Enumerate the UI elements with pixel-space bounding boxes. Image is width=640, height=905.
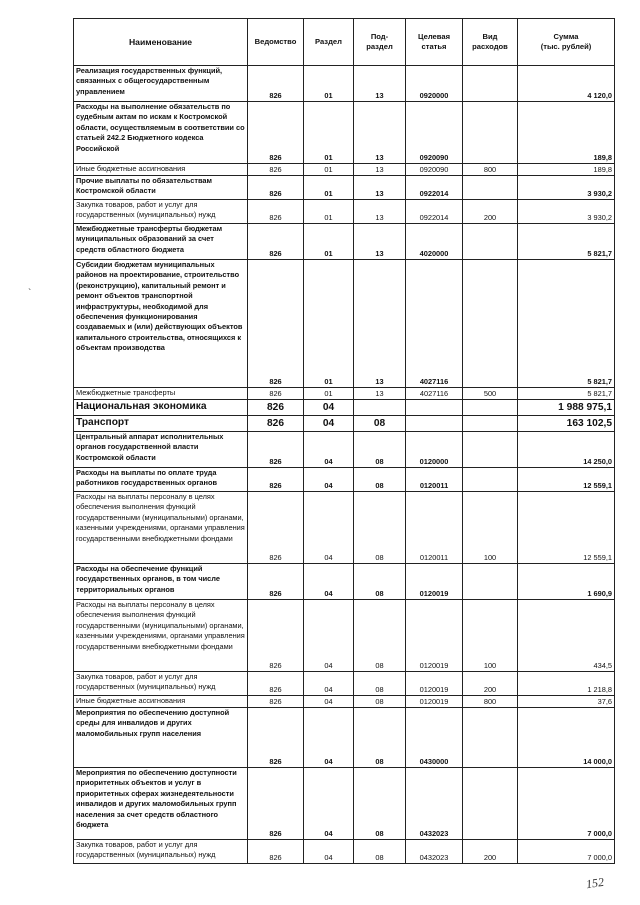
cell-subsection (354, 400, 406, 416)
cell-dept: 826 (248, 200, 304, 224)
cell-expense (463, 102, 518, 164)
table-row (74, 672, 615, 696)
cell-expense: 200 (463, 840, 518, 864)
cell-dept: 826 (248, 768, 304, 840)
cell-subsection: 13 (354, 164, 406, 176)
cell-expense (463, 66, 518, 102)
cell-name: Межбюджетные трансферты бюджетам муниципальных образований за счет средств областного бюджета (74, 224, 248, 260)
cell-name: Расходы на выплаты персоналу в целях обеспечения выполнения функций государственными (муниципальными) органами, казенными учреждениями, органами управления государственными внебюджетными фондами (74, 492, 248, 564)
table-row (74, 102, 615, 164)
cell-name: Национальная экономика (74, 400, 248, 416)
cell-subsection: 13 (354, 388, 406, 400)
cell-target: 4027116 (406, 388, 463, 400)
cell-name: Расходы на выплаты персоналу в целях обеспечения выполнения функций государственными (муниципальными) органами, казенными учреждениями, органами управления государственными внебюджетными фондами (74, 600, 248, 672)
cell-dept: 826 (248, 224, 304, 260)
cell-expense (463, 416, 518, 432)
cell-section: 01 (304, 66, 354, 102)
cell-target: 0920090 (406, 102, 463, 164)
cell-expense: 800 (463, 164, 518, 176)
cell-expense: 200 (463, 672, 518, 696)
cell-name: Закупка товаров, работ и услуг для государственных (муниципальных) нужд (74, 200, 248, 224)
cell-subsection: 08 (354, 492, 406, 564)
cell-target: 0120000 (406, 432, 463, 468)
cell-name: Расходы на выплаты по оплате труда работников государственных органов (74, 468, 248, 492)
cell-section: 04 (304, 564, 354, 600)
cell-target: 0120011 (406, 492, 463, 564)
cell-sum: 189,8 (518, 102, 615, 164)
cell-target: 0120011 (406, 468, 463, 492)
table-row (74, 224, 615, 260)
cell-target: 0922014 (406, 176, 463, 200)
cell-dept: 826 (248, 492, 304, 564)
table-row (74, 492, 615, 564)
cell-expense (463, 768, 518, 840)
cell-target: 0120019 (406, 696, 463, 708)
cell-section: 04 (304, 600, 354, 672)
cell-section: 04 (304, 492, 354, 564)
header-expense: Вид расходов (463, 19, 518, 66)
cell-target: 0120019 (406, 600, 463, 672)
cell-sum: 37,6 (518, 696, 615, 708)
table-row (74, 600, 615, 672)
table-body (74, 66, 615, 864)
cell-dept: 826 (248, 432, 304, 468)
cell-name: Субсидии бюджетам муниципальных районов на проектирование, строительство (реконструкцию), капитальный ремонт и ремонт объектов транспортной инфраструктуры, необходимой для обеспечения функционирования создаваемых и (или) действующих объектов капитального строительства, относящихся к объектам производства (74, 260, 248, 388)
cell-subsection: 08 (354, 416, 406, 432)
cell-expense (463, 432, 518, 468)
cell-dept: 826 (248, 840, 304, 864)
cell-dept: 826 (248, 260, 304, 388)
cell-name: Иные бюджетные ассигнования (74, 696, 248, 708)
cell-target: 0920090 (406, 164, 463, 176)
cell-section: 04 (304, 432, 354, 468)
cell-subsection: 08 (354, 432, 406, 468)
cell-section: 01 (304, 176, 354, 200)
cell-sum: 1 988 975,1 (518, 400, 615, 416)
table-row (74, 164, 615, 176)
cell-section: 01 (304, 164, 354, 176)
header-target: Целевая статья (406, 19, 463, 66)
cell-name: Реализация государственных функций, связанных с общегосударственным управлением (74, 66, 248, 102)
budget-table-sheet (73, 18, 614, 864)
cell-target: 4027116 (406, 260, 463, 388)
cell-dept: 826 (248, 164, 304, 176)
table-row (74, 66, 615, 102)
cell-target (406, 416, 463, 432)
cell-name: Прочие выплаты по обязательствам Костромской области (74, 176, 248, 200)
cell-sum: 7 000,0 (518, 768, 615, 840)
cell-expense: 100 (463, 600, 518, 672)
cell-expense: 500 (463, 388, 518, 400)
cell-dept: 826 (248, 400, 304, 416)
cell-dept: 826 (248, 388, 304, 400)
cell-dept: 826 (248, 102, 304, 164)
handwritten-page-number: 152 (585, 874, 605, 892)
stray-mark: ` (28, 288, 32, 299)
cell-expense: 800 (463, 696, 518, 708)
cell-subsection: 08 (354, 840, 406, 864)
cell-sum: 5 821,7 (518, 260, 615, 388)
table-row (74, 564, 615, 600)
cell-dept: 826 (248, 416, 304, 432)
cell-expense (463, 708, 518, 768)
cell-expense (463, 224, 518, 260)
cell-expense (463, 468, 518, 492)
cell-subsection: 13 (354, 102, 406, 164)
cell-expense (463, 400, 518, 416)
table-row (74, 416, 615, 432)
cell-target: 0432023 (406, 840, 463, 864)
cell-expense (463, 176, 518, 200)
cell-target: 4020000 (406, 224, 463, 260)
table-row (74, 260, 615, 388)
table-row (74, 768, 615, 840)
cell-name: Межбюджетные трансферты (74, 388, 248, 400)
cell-sum: 14 250,0 (518, 432, 615, 468)
cell-section: 01 (304, 224, 354, 260)
cell-subsection: 13 (354, 200, 406, 224)
cell-section: 01 (304, 200, 354, 224)
cell-target: 0430000 (406, 708, 463, 768)
table-row (74, 176, 615, 200)
cell-dept: 826 (248, 176, 304, 200)
header-name: Наименование (74, 19, 248, 66)
cell-subsection: 13 (354, 260, 406, 388)
budget-table (73, 18, 615, 864)
cell-name: Иные бюджетные ассигнования (74, 164, 248, 176)
cell-section: 04 (304, 672, 354, 696)
cell-subsection: 08 (354, 672, 406, 696)
cell-target: 0120019 (406, 564, 463, 600)
cell-dept: 826 (248, 672, 304, 696)
cell-sum: 5 821,7 (518, 224, 615, 260)
cell-subsection: 08 (354, 696, 406, 708)
cell-section: 01 (304, 388, 354, 400)
header-sum: Сумма (тыс. рублей) (518, 19, 615, 66)
cell-section: 04 (304, 468, 354, 492)
cell-target: 0920000 (406, 66, 463, 102)
table-row (74, 400, 615, 416)
cell-expense: 100 (463, 492, 518, 564)
header-section: Раздел (304, 19, 354, 66)
cell-expense: 200 (463, 200, 518, 224)
cell-dept: 826 (248, 708, 304, 768)
header-dept: Ведомство (248, 19, 304, 66)
table-row (74, 388, 615, 400)
cell-target: 0922014 (406, 200, 463, 224)
table-header-row (74, 19, 615, 66)
cell-sum: 4 120,0 (518, 66, 615, 102)
cell-sum: 3 930,2 (518, 176, 615, 200)
cell-section: 01 (304, 102, 354, 164)
cell-target: 0432023 (406, 768, 463, 840)
table-row (74, 432, 615, 468)
cell-expense (463, 260, 518, 388)
cell-sum: 7 000,0 (518, 840, 615, 864)
cell-dept: 826 (248, 600, 304, 672)
cell-dept: 826 (248, 468, 304, 492)
cell-subsection: 08 (354, 468, 406, 492)
cell-subsection: 13 (354, 176, 406, 200)
cell-dept: 826 (248, 66, 304, 102)
cell-target (406, 400, 463, 416)
cell-name: Расходы на выполнение обязательств по судебным актам по искам к Костромской области, осуществляемым в соответствии со статьей 242.2 Бюджетного кодекса Российской (74, 102, 248, 164)
cell-name: Закупка товаров, работ и услуг для государственных (муниципальных) нужд (74, 840, 248, 864)
cell-sum: 189,8 (518, 164, 615, 176)
cell-sum: 12 559,1 (518, 468, 615, 492)
cell-name: Центральный аппарат исполнительных органов государственной власти Костромской области (74, 432, 248, 468)
cell-dept: 826 (248, 564, 304, 600)
cell-sum: 1 690,9 (518, 564, 615, 600)
cell-section: 04 (304, 768, 354, 840)
cell-subsection: 08 (354, 600, 406, 672)
cell-name: Мероприятия по обеспечению доступности приоритетных объектов и услуг в приоритетных сферах жизнедеятельности инвалидов и других маломобильных групп населения за счет средств областного бюджета (74, 768, 248, 840)
cell-subsection: 08 (354, 768, 406, 840)
cell-section: 04 (304, 696, 354, 708)
cell-name: Расходы на обеспечение функций государственных органов, в том числе территориальных органов (74, 564, 248, 600)
cell-section: 04 (304, 400, 354, 416)
cell-name: Закупка товаров, работ и услуг для государственных (муниципальных) нужд (74, 672, 248, 696)
cell-expense (463, 564, 518, 600)
table-row (74, 200, 615, 224)
cell-section: 04 (304, 708, 354, 768)
cell-sum: 5 821,7 (518, 388, 615, 400)
cell-sum: 12 559,1 (518, 492, 615, 564)
table-row (74, 708, 615, 768)
cell-section: 01 (304, 260, 354, 388)
cell-dept: 826 (248, 696, 304, 708)
cell-sum: 14 000,0 (518, 708, 615, 768)
cell-section: 04 (304, 840, 354, 864)
cell-subsection: 13 (354, 66, 406, 102)
table-row (74, 468, 615, 492)
cell-sum: 3 930,2 (518, 200, 615, 224)
table-row (74, 840, 615, 864)
cell-sum: 1 218,8 (518, 672, 615, 696)
cell-section: 04 (304, 416, 354, 432)
table-row (74, 696, 615, 708)
cell-subsection: 08 (354, 708, 406, 768)
cell-subsection: 08 (354, 564, 406, 600)
header-subsection: Под- раздел (354, 19, 406, 66)
cell-subsection: 13 (354, 224, 406, 260)
cell-name: Мероприятия по обеспечению доступной среды для инвалидов и других маломобильных групп населения (74, 708, 248, 768)
cell-sum: 434,5 (518, 600, 615, 672)
cell-sum: 163 102,5 (518, 416, 615, 432)
cell-target: 0120019 (406, 672, 463, 696)
cell-name: Транспорт (74, 416, 248, 432)
